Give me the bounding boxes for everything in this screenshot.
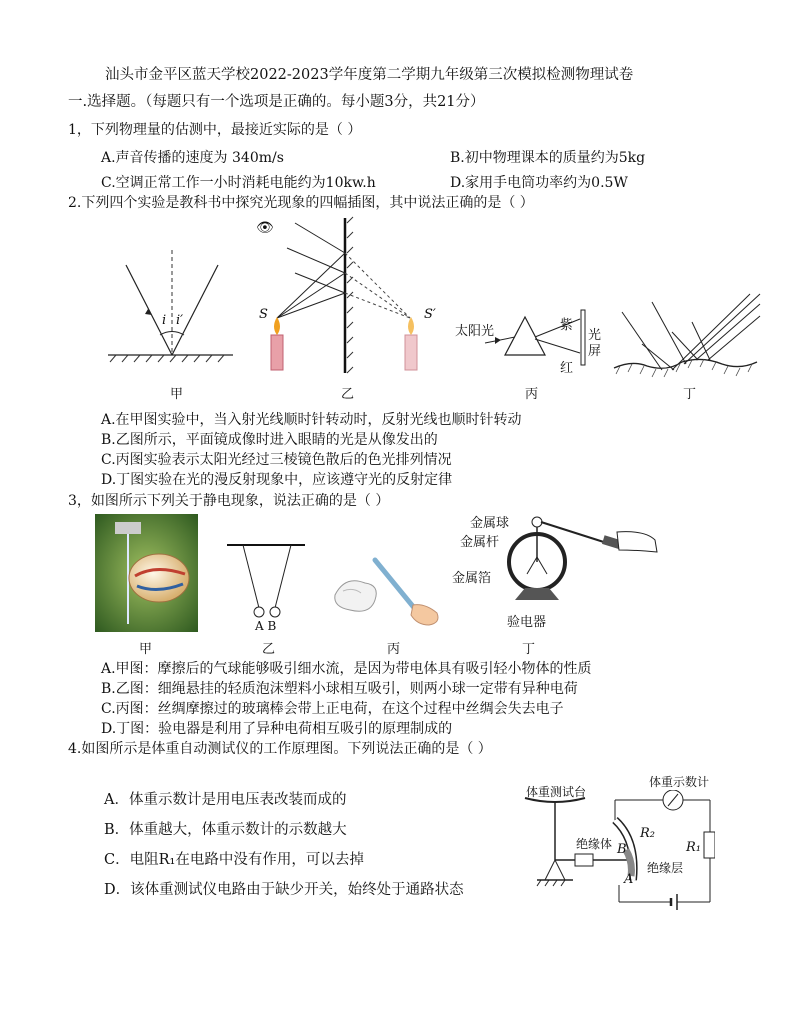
q2-fig-reflection (108, 245, 238, 365)
q2-fig3-violet: 紫 (560, 318, 574, 333)
q1-option-d: D.家用手电筒功率约为0.5W (450, 175, 628, 191)
q3-fig4-metal-rod: 金属杆 (460, 535, 500, 550)
q3-option-c: C.丙图：丝绸摩擦过的玻璃棒会带上正电荷，在这个过程中丝绸会失去电子 (101, 701, 564, 717)
q3-fig-hanging-balls (225, 540, 310, 620)
q2-fig1-angle-i-prime: i′ (176, 313, 184, 328)
q3-fig4-metal-foil: 金属箔 (452, 571, 492, 586)
q4-option-c: C．电阻R₁在电路中没有作用，可以去掉 (104, 852, 364, 868)
q2-stem: 2.下列四个实验是教科书中探究光现象的四幅插图，其中说法正确的是（ ） (68, 195, 534, 211)
q4-fig-weight-tester (515, 790, 715, 910)
q4-fig-layer: 绝缘层 (647, 861, 684, 875)
page-title: 汕头市金平区蓝天学校2022-2023学年度第二学期九年级第三次模拟检测物理试卷 (105, 67, 634, 83)
q4-fig-meter: 体重示数计 (649, 775, 710, 789)
q3-fig4-electroscope-name: 验电器 (507, 615, 547, 630)
q3-fig-electroscope (495, 512, 660, 612)
q1-option-b: B.初中物理课本的质量约为5kg (450, 150, 646, 166)
q2-fig3-sunlight: 太阳光 (455, 324, 495, 339)
q4-option-d: D．该体重测试仪电路由于缺少开关，始终处于通路状态 (104, 882, 464, 898)
q2-fig2-label-s: S (259, 307, 268, 322)
q3-option-b: B.乙图：细绳悬挂的轻质泡沫塑料小球相互吸引，则两小球一定带有异种电荷 (101, 681, 578, 697)
eye-icon: 👁 (256, 220, 274, 236)
q3-fig1-label: 甲 (139, 642, 153, 657)
q4-option-b: B．体重越大，体重示数计的示数越大 (104, 822, 347, 838)
q2-option-d: D.丁图实验在光的漫反射现象中，应该遵守光的反射定律 (101, 472, 453, 488)
q3-fig-glass-rod (325, 555, 445, 630)
q2-fig-diffuse (612, 292, 762, 382)
q2-fig-plane-mirror (255, 213, 435, 383)
q2-fig2-label-s-prime: S′ (424, 307, 436, 322)
q4-fig-r1: R₁ (686, 840, 701, 855)
q4-option-a: A．体重示数计是用电压表改装而成的 (104, 792, 347, 808)
q2-fig3-screen: 光屏 (588, 328, 602, 359)
q3-stem: 3，如图所示下列关于静电现象，说法正确的是（ ） (68, 493, 390, 509)
q1-option-c: C.空调正常工作一小时消耗电能约为10kw.h (101, 175, 376, 191)
q2-fig1-angle-i: i (162, 313, 167, 328)
q4-fig-b: B (617, 842, 627, 857)
q2-option-b: B.乙图所示，平面镜成像时进入眼睛的光是从像发出的 (101, 432, 438, 448)
q4-fig-platform: 体重测试台 (526, 785, 587, 799)
q3-option-d: D.丁图：验电器是利用了异种电荷相互吸引的原理制成的 (101, 721, 453, 737)
q4-fig-insulator: 绝缘体 (576, 837, 613, 851)
q3-option-a: A.甲图：摩擦后的气球能够吸引细水流，是因为带电体具有吸引轻小物体的性质 (101, 661, 592, 677)
q3-fig4-label: 丁 (522, 642, 536, 657)
q4-fig-r2: R₂ (640, 826, 655, 841)
q3-fig-balloon-photo (95, 514, 198, 632)
q2-fig-prism (455, 305, 605, 375)
q1-stem: 1，下列物理量的估测中，最接近实际的是（ ） (68, 122, 362, 138)
q4-stem: 4.如图所示是体重自动测试仪的工作原理图。下列说法正确的是（ ） (68, 741, 492, 757)
q2-fig3-label: 丙 (525, 387, 539, 402)
q2-fig2-label: 乙 (341, 387, 355, 402)
q2-fig1-label: 甲 (170, 387, 184, 402)
q3-fig2-ball-labels: A B (255, 619, 277, 633)
q2-fig4-label: 丁 (683, 387, 697, 402)
q1-option-a: A.声音传播的速度为 340m/s (101, 150, 284, 166)
section-heading: 一.选择题。（每题只有一个选项是正确的。每小题3分，共21分） (68, 94, 485, 110)
q4-fig-a: A (624, 872, 634, 887)
q3-fig3-label: 丙 (387, 642, 401, 657)
q2-fig3-red: 红 (560, 361, 574, 376)
q3-fig4-metal-ball: 金属球 (470, 516, 510, 531)
q2-option-c: C.丙图实验表示太阳光经过三棱镜色散后的色光排列情况 (101, 452, 452, 468)
q3-fig2-label: 乙 (262, 642, 276, 657)
q2-option-a: A.在甲图实验中，当入射光线顺时针转动时，反射光线也顺时针转动 (101, 412, 522, 428)
